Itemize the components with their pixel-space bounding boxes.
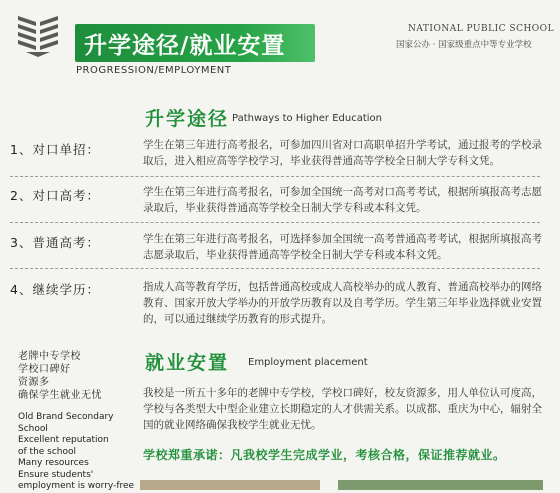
campus-photo	[338, 480, 543, 490]
school-highlights	[18, 350, 134, 493]
page-title: 升学途径/就业安置	[84, 33, 286, 59]
pathway-label-4: 4、继续学历：	[10, 282, 100, 297]
page-subtitle: PROGRESSION/EMPLOYMENT	[76, 65, 232, 76]
highlight-en-3: Excellent reputation	[18, 435, 109, 445]
employment-title: 就业安置	[145, 352, 230, 374]
highlight-cn-2: 学校口碑好	[18, 364, 71, 375]
campus-photo	[140, 480, 320, 490]
divider	[10, 176, 540, 177]
pathway-label-2: 2、对口高考：	[10, 188, 100, 203]
highlight-cn-3: 资源多	[18, 377, 50, 388]
pathway-text-3: 学生在第三年进行高考报名，可选择参加全国统一高考普通高考考试，根据所填报高考志愿录取后，毕业获得普通高等学校全日制大学专科或本科文凭。	[143, 233, 542, 261]
divider	[10, 268, 540, 269]
pathway-text-1: 学生在第三年进行高考报名，可参加四川省对口高职单招升学考试，通过报考的学校录取后，进入相应高等学校学习，毕业获得普通高等学校全日制大学专科文凭。	[143, 139, 542, 167]
school-name-cn: 国家公办 · 国家级重点中等专业学校	[396, 40, 532, 50]
pathway-label-3: 3、普通高考：	[10, 235, 100, 250]
highlight-cn-1: 老牌中专学校	[18, 351, 81, 362]
highlight-cn-4: 确保学生就业无忧	[18, 390, 102, 401]
school-logo-icon	[14, 14, 62, 58]
highlight-en-1: Old Brand Secondary	[18, 412, 114, 422]
progression-title: 升学途径	[145, 108, 230, 130]
highlight-en-4: of the school	[18, 446, 77, 457]
school-name-en: NATIONAL PUBLIC SCHOOL	[408, 24, 555, 34]
highlight-en-7: employment is worry-free	[18, 481, 135, 491]
employment-text: 我校是一所五十多年的老牌中专学校，学校口碑好，校友资源多，用人单位认可度高，学校与各类型大中型企业建立长期稳定的人才供需关系。以成都、重庆为中心，辐射全国的就业网络确保我校学生就业无忧。	[143, 387, 542, 431]
progression-subtitle: Pathways to Higher Education	[232, 113, 383, 124]
employment-subtitle: Employment placement	[248, 357, 368, 368]
highlight-en-2: School	[18, 423, 48, 434]
employment-promise: 学校郑重承诺：凡我校学生完成学业，考核合格，保证推荐就业。	[143, 448, 506, 462]
pathway-text-2: 学生在第三年进行高考报名，可参加全国统一高考对口高考考试，根据所填报高考志愿录取后，毕业获得普通高等学校全日制大学专科或本科文凭。	[143, 186, 542, 214]
highlight-en-5: Many resources	[18, 458, 89, 468]
divider	[10, 222, 540, 223]
pathway-label-1: 1、对口单招：	[10, 142, 100, 157]
highlight-en-6: Ensure students'	[18, 469, 94, 480]
pathway-text-4: 指成人高等教育学历，包括普通高校或成人高校举办的成人教育、普通高校举办的网络教育、国家开放大学举办的开放学历教育以及自考学历。学生第三年毕业选择就业安置的，可以通过继续学历教育的形式提升。	[143, 281, 542, 325]
